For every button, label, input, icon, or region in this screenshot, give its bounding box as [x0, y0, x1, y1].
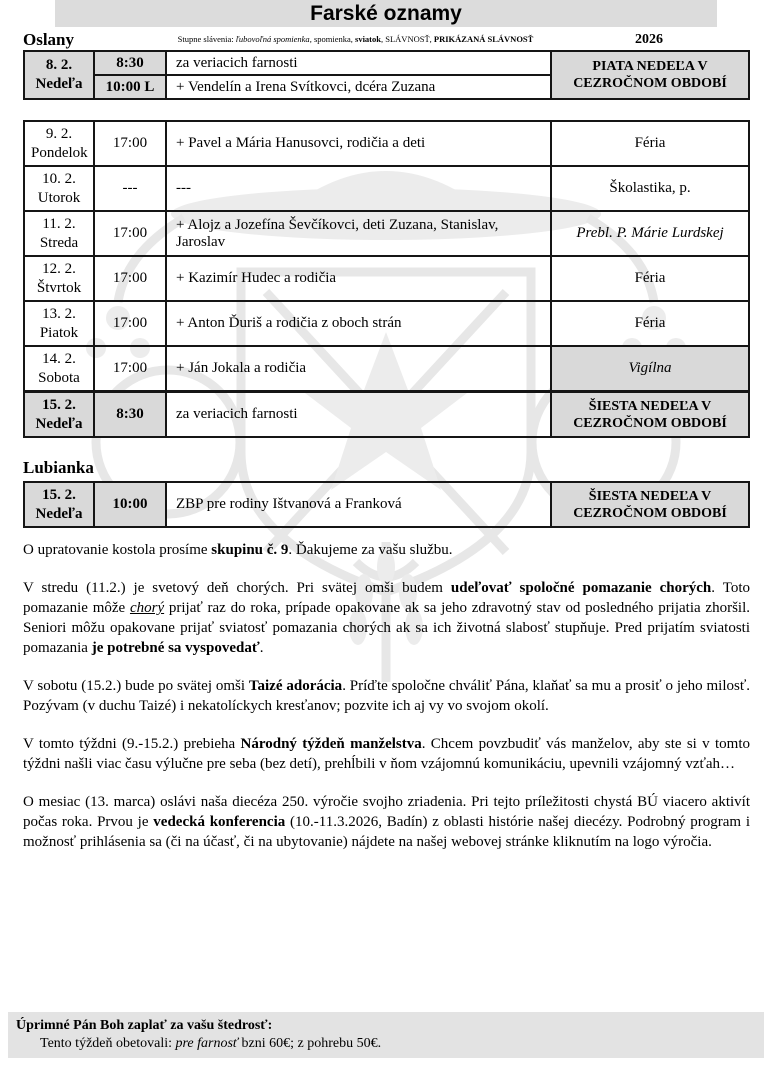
intention-cell: + Vendelín a Irena Svítkovci, dcéra Zuzana: [166, 75, 551, 99]
intention-cell: + Ján Jokala a rodičia: [166, 346, 551, 392]
date-cell: 8. 2. Nedeľa: [24, 51, 94, 99]
table-row: [24, 121, 749, 166]
table-row: [24, 301, 749, 346]
table-row: [24, 482, 749, 527]
place-label-lubianka: Lubianka: [23, 458, 94, 477]
feast-cell: Vigílna: [551, 346, 749, 392]
date-cell: 13. 2. Piatok: [24, 301, 94, 346]
intention-cell: + Anton Ďuriš a rodičia z oboch strán: [166, 301, 551, 346]
page-title: Farské oznamy: [55, 0, 717, 27]
intention-cell: + Kazimír Hudec a rodičia: [166, 256, 551, 301]
weekly-schedule-table: [23, 120, 750, 438]
announcement-marriage-week: V tomto týždni (9.-15.2.) prebieha Národný týždeň manželstva. Chcem povzbudiť vás manželov, aby ste si v tomto týždni našli viac času výlučne pre seba (bez detí), prehĺbili v ňom vzájomnú komunikáciu, upevnili vzájomný vzťah…: [23, 736, 750, 772]
sunday-schedule-table-lubianka: [23, 481, 750, 528]
date-cell: 15. 2. Nedeľa: [24, 392, 94, 438]
intention-cell: ---: [166, 166, 551, 211]
date-cell: 14. 2. Sobota: [24, 346, 94, 392]
time-cell: 17:00: [94, 121, 166, 166]
donations-footer-box: [8, 1012, 764, 1058]
feast-cell: ŠIESTA NEDEĽA V CEZROČNOM OBDOBÍ: [551, 392, 749, 438]
announcement-anointing-of-the-sick: V stredu (11.2.) je svetový deň chorých. Pri svätej omši budem udeľovať spoločné pomazanie chorých. Toto pomazanie môže chorý prijať raz do roka, prípade opakovane ak sa jeho zdravotný stav od posledného prijatia zhoršil. Seniori môžu opakovane prijať sviatosť pomazania chorých ak sa ich životná slabosť stupňuje. Pred prijatím sviatosti pomazania je potrebné sa vyspovedať.: [23, 580, 751, 656]
time-cell: 17:00: [94, 211, 166, 256]
time-cell: 8:30: [94, 392, 166, 438]
table-row: [24, 256, 749, 301]
table-row: [24, 51, 749, 75]
feast-cell: ŠIESTA NEDEĽA V CEZROČNOM OBDOBÍ: [551, 482, 749, 527]
time-cell: 10:00: [94, 482, 166, 527]
feast-cell: Féria: [551, 121, 749, 166]
intention-cell: ZBP pre rodiny Ištvanová a Franková: [166, 482, 551, 527]
intention-cell: + Pavel a Mária Hanusovci, rodičia a deti: [166, 121, 551, 166]
intention-cell: za veriacich farnosti: [166, 51, 551, 75]
feast-cell: Féria: [551, 256, 749, 301]
intention-cell: za veriacich farnosti: [166, 392, 551, 438]
subheader-row: [23, 30, 748, 50]
feast-cell: PIATA NEDEĽA V CEZROČNOM OBDOBÍ: [551, 51, 749, 99]
announcement-cleaning: O upratovanie kostola prosíme skupinu č. 9. Ďakujeme za vašu službu.: [23, 542, 453, 558]
time-cell: 17:00: [94, 256, 166, 301]
celebration-grades-legend: Stupne slávenia: ľubovoľná spomienka, spomienka, sviatok, SLÁVNOSŤ, PRIKÁZANÁ SLÁVNOSŤ: [177, 34, 534, 44]
feast-cell: Féria: [551, 301, 749, 346]
date-cell: 12. 2. Štvrtok: [24, 256, 94, 301]
feast-cell: Prebl. P. Márie Lurdskej: [551, 211, 749, 256]
date-cell: 11. 2. Streda: [24, 211, 94, 256]
date-cell: 10. 2. Utorok: [24, 166, 94, 211]
announcement-diocese-anniversary: O mesiac (13. marca) oslávi naša diecéza 250. výročie svojho zriadenia. Pri tejto príležitosti chystá BÚ viacero aktivít počas roka. Prvou je vedecká konferencia (10.-11.3.2026, Badín) z oblasti histórie našej diecézy. Podrobný program i možnosť prihlásenia sa (či na účasť, či na ubytovanie) nájdete na našej webovej stránke kliknutím na logo výročia.: [23, 794, 751, 850]
place-label-oslany: Oslany: [23, 30, 75, 49]
date-cell: 15. 2. Nedeľa: [24, 482, 94, 527]
table-row: [24, 346, 749, 392]
announcements-body: [23, 540, 750, 870]
announcement-taize-adoration: V sobotu (15.2.) bude po svätej omši Taizé adorácia. Príďte spoločne chváliť Pána, klaňať sa mu a prosiť o jeho milosť. Pozývam (v duchu Taizé) i nekatolíckych kresťanov; pozvite ich aj vy vo svojom okolí.: [23, 678, 750, 714]
date-cell: 9. 2. Pondelok: [24, 121, 94, 166]
donations-line: Tento týždeň obetovali: pre farnosť bzni 60€; z pohrebu 50€.: [40, 1036, 382, 1051]
intention-cell: + Alojz a Jozefína Ševčíkovci, deti Zuzana, Stanislav, Jaroslav: [166, 211, 551, 256]
year-label: 2026: [635, 32, 663, 47]
sunday-schedule-table-oslany: [23, 50, 750, 100]
table-row: [24, 211, 749, 256]
time-cell: 8:30: [94, 51, 166, 75]
feast-cell: Školastika, p.: [551, 166, 749, 211]
table-row: [24, 392, 749, 438]
table-row: [24, 166, 749, 211]
time-cell: 17:00: [94, 301, 166, 346]
time-cell: 10:00 L: [94, 75, 166, 99]
time-cell: ---: [94, 166, 166, 211]
donations-title: Úprimné Pán Boh zaplať za vašu štedrosť:: [16, 1018, 273, 1033]
time-cell: 17:00: [94, 346, 166, 392]
